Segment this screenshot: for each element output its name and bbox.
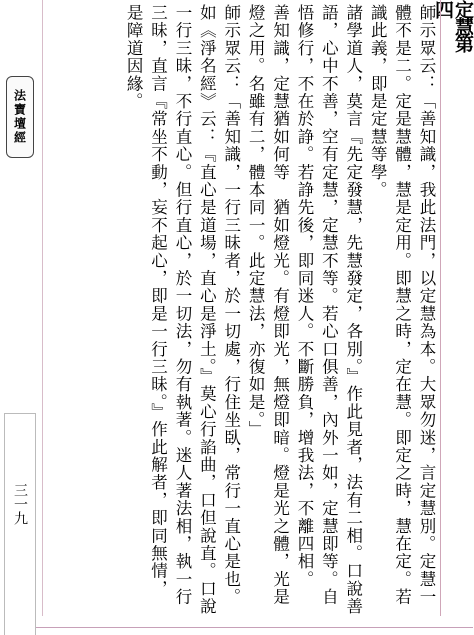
scripture-body — [46, 4, 438, 616]
book-tab[interactable] — [6, 76, 34, 158]
paragraph-2: 諸學道人，莫言『先定發慧，先慧發定，各別。』作此見者，法有二相。口說善語，心中不善，空有定慧，定慧不等。若心口俱善，內外一如，定慧即等。自悟修行，不在於諍。若諍先後，即同迷人。不斷勝負，增我法，不離四相。 — [294, 4, 363, 616]
paragraph-3: 善知識，定慧猶如何等 猶如燈光。有燈即光，無燈即暗。燈是光之體，光是燈之用。名雖有二，體本同一。此定慧法，亦復如是。」 — [246, 4, 290, 606]
book-tab-label: 法寶壇經 — [12, 89, 27, 145]
page-number: 三一九 — [12, 483, 28, 525]
bottom-rule — [36, 627, 473, 628]
text-left-border — [42, 0, 43, 616]
paragraph-4: 師示眾云：「善知識，一行三昧者，於一切處，行住坐臥，常行一直心是也。如《淨名經》云：『直心是道場，直心是淨土。』莫心行諂曲，口但說直。口說一行三昧，不行直心。但行直心，於一切法，勿有執著。迷人著法相，執一行三昧，直言『常坐不動，妄不起心，即是一行三昧。』作此解者，即同無情， 是障道因緣。 — [124, 4, 241, 616]
chapter-heading: 定慧第四 — [432, 0, 474, 51]
paragraph-1: 師示眾云：「善知識，我此法門，以定慧為本。大眾勿迷，言定慧別。定慧一體不是二。定是慧體，慧是定用。即慧之時，定在慧。即定之時，慧在定。若識此義，即是定慧等學。 — [368, 4, 436, 606]
chapter-divider — [440, 0, 441, 616]
